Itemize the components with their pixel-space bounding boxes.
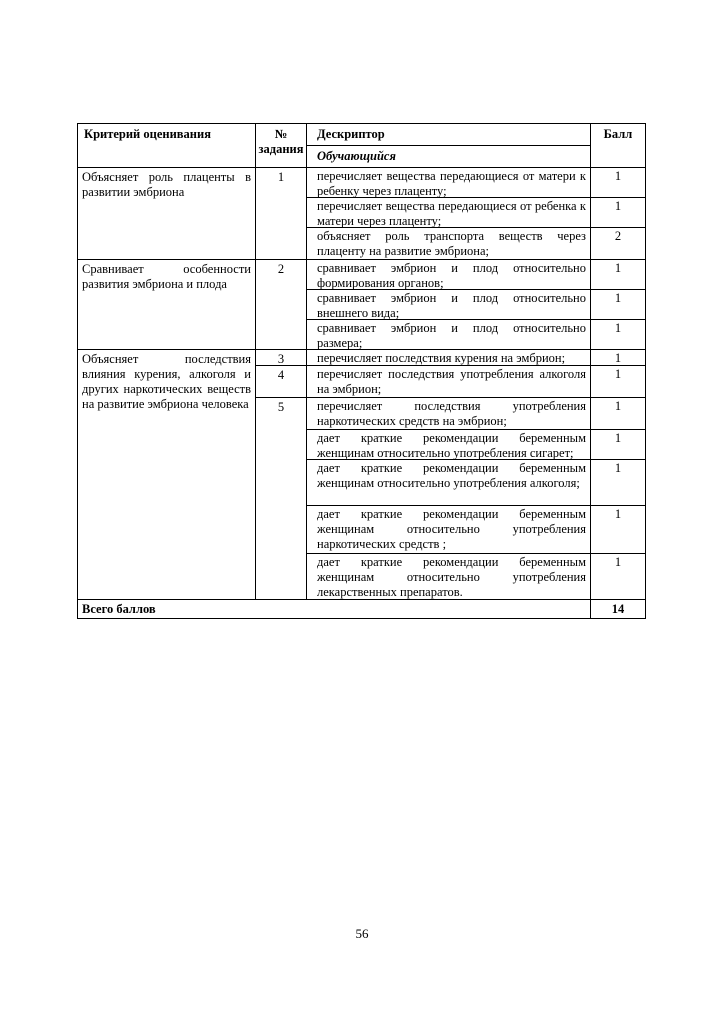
task-number-cell: 3 bbox=[255, 350, 306, 366]
descriptor-cell: дает краткие рекомендации беременным женщинам относительно употребления лекарственных препаратов. bbox=[306, 554, 590, 600]
score-cell: 1 bbox=[590, 260, 646, 290]
descriptor-cell: перечисляет последствия употребления алкоголя на эмбрион; bbox=[306, 366, 590, 398]
score-cell: 2 bbox=[590, 228, 646, 260]
score-cell: 1 bbox=[590, 198, 646, 228]
header-learner: Обучающийся bbox=[306, 146, 590, 168]
descriptor-cell: дает краткие рекомендации беременным женщинам относительно употребления наркотических средств ; bbox=[306, 506, 590, 554]
criterion-cell: Объясняет роль плаценты в развитии эмбриона bbox=[77, 168, 255, 260]
header-score: Балл bbox=[590, 123, 646, 168]
descriptor-cell: перечисляет вещества передающиеся от матери к ребенку через плаценту; bbox=[306, 168, 590, 198]
score-cell: 1 bbox=[590, 366, 646, 398]
score-cell: 1 bbox=[590, 398, 646, 430]
score-cell: 1 bbox=[590, 350, 646, 366]
score-cell: 1 bbox=[590, 506, 646, 554]
header-task-number: № задания bbox=[255, 123, 306, 168]
descriptor-cell: сравнивает эмбрион и плод относительно размера; bbox=[306, 320, 590, 350]
descriptor-cell: дает краткие рекомендации беременным женщинам относительно употребления алкоголя; bbox=[306, 460, 590, 506]
score-cell: 1 bbox=[590, 320, 646, 350]
task-number-cell: 5 bbox=[255, 398, 306, 600]
total-score: 14 bbox=[590, 600, 646, 619]
task-number-cell: 4 bbox=[255, 366, 306, 398]
score-cell: 1 bbox=[590, 460, 646, 506]
descriptor-cell: перечисляет последствия курения на эмбрион; bbox=[306, 350, 590, 366]
criterion-cell: Сравнивает особенности развития эмбриона и плода bbox=[77, 260, 255, 350]
score-cell: 1 bbox=[590, 290, 646, 320]
descriptor-cell: объясняет роль транспорта веществ через плаценту на развитие эмбриона; bbox=[306, 228, 590, 260]
score-cell: 1 bbox=[590, 168, 646, 198]
descriptor-cell: дает краткие рекомендации беременным женщинам относительно употребления сигарет; bbox=[306, 430, 590, 460]
task-number-cell: 1 bbox=[255, 168, 306, 260]
task-number-cell: 2 bbox=[255, 260, 306, 350]
score-cell: 1 bbox=[590, 430, 646, 460]
descriptor-cell: перечисляет последствия употребления наркотических средств на эмбрион; bbox=[306, 398, 590, 430]
descriptor-cell: сравнивает эмбрион и плод относительно формирования органов; bbox=[306, 260, 590, 290]
total-label: Всего баллов bbox=[77, 600, 590, 619]
score-cell: 1 bbox=[590, 554, 646, 600]
header-criterion: Критерий оценивания bbox=[77, 123, 255, 168]
header-descriptor: Дескриптор bbox=[306, 123, 590, 146]
criterion-cell: Объясняет последствия влияния курения, алкоголя и других наркотических веществ на развитие эмбриона человека bbox=[77, 350, 255, 600]
descriptor-cell: сравнивает эмбрион и плод относительно внешнего вида; bbox=[306, 290, 590, 320]
page-number: 56 bbox=[355, 926, 369, 941]
descriptor-cell: перечисляет вещества передающиеся от ребенка к матери через плаценту; bbox=[306, 198, 590, 228]
